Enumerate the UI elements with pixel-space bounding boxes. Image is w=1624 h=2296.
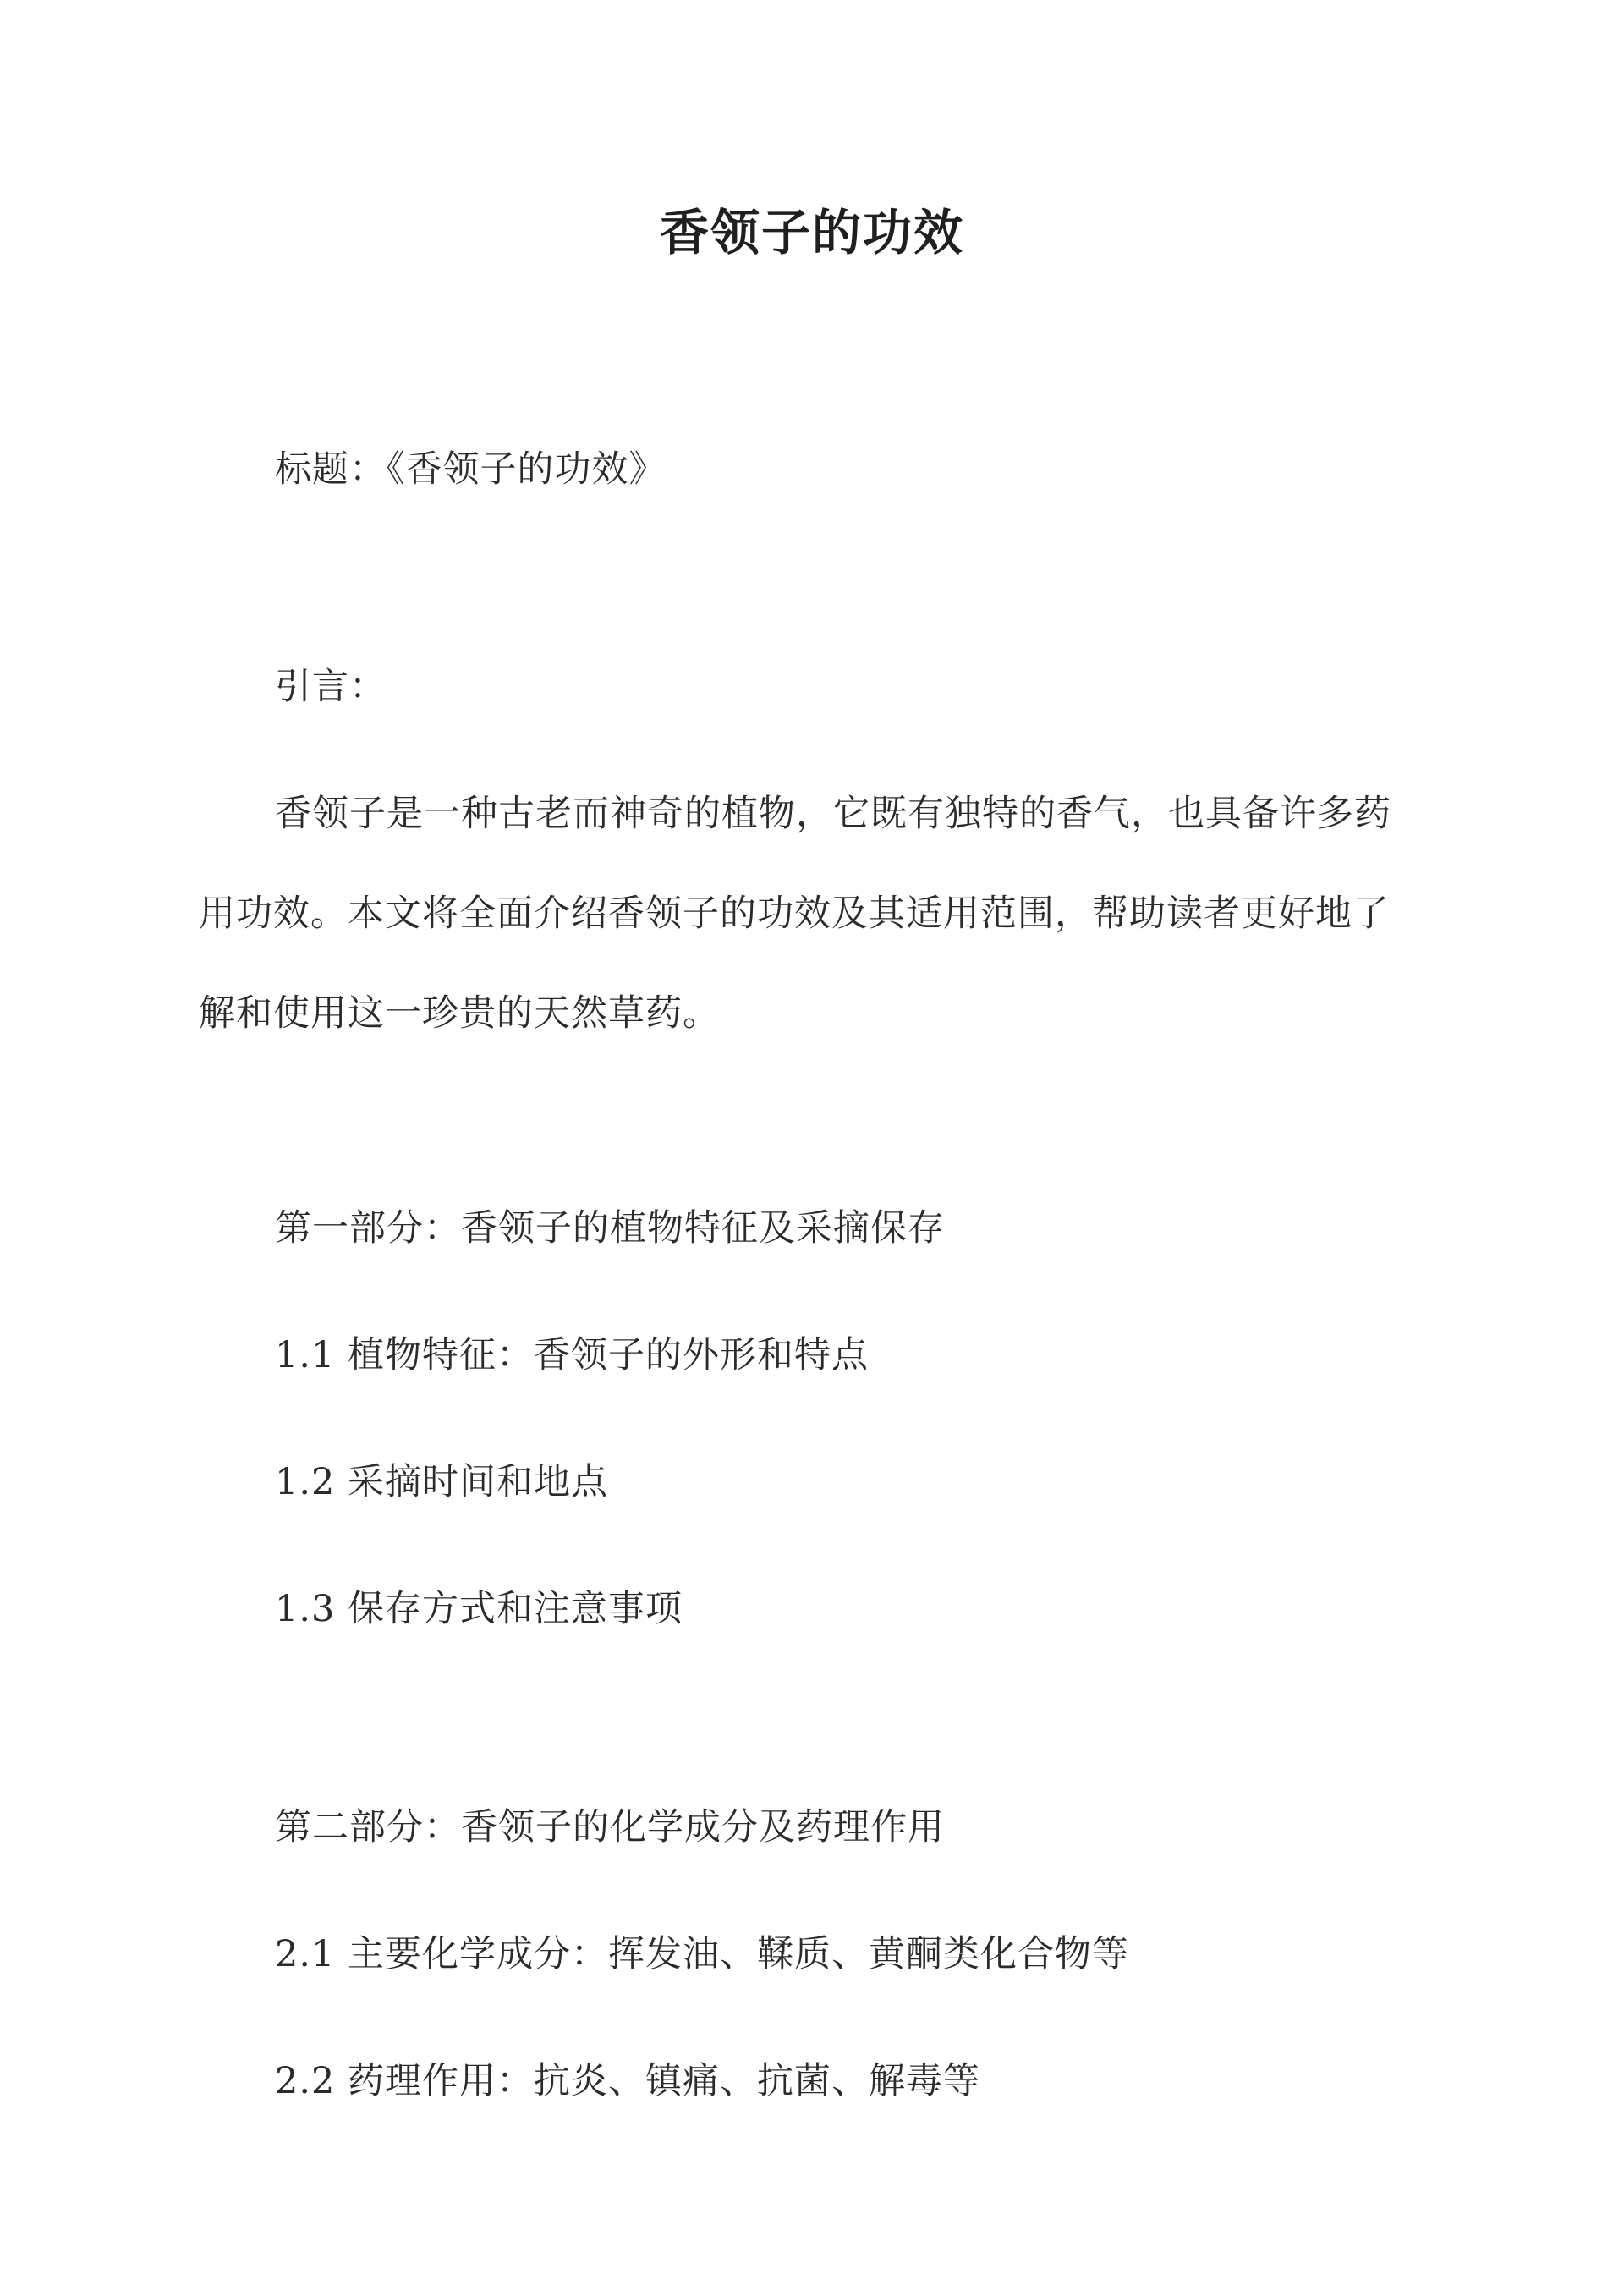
part2-item-1: 2.1 主要化学成分：挥发油、鞣质、黄酮类化合物等 bbox=[275, 1933, 1130, 1975]
intro-heading: 引言： bbox=[275, 666, 387, 708]
document-title: 香领子的功效 bbox=[659, 204, 964, 261]
intro-paragraph-line-1: 香领子是一种古老而神奇的植物，它既有独特的香气，也具备许多药 bbox=[275, 793, 1391, 835]
part1-item-1: 1.1 植物特征：香领子的外形和特点 bbox=[275, 1334, 870, 1376]
part2-heading: 第二部分：香领子的化学成分及药理作用 bbox=[275, 1806, 945, 1848]
intro-paragraph-line-2: 用功效。本文将全面介绍香领子的功效及其适用范围，帮助读者更好地了 bbox=[199, 893, 1390, 935]
part1-heading: 第一部分：香领子的植物特征及采摘保存 bbox=[275, 1207, 945, 1250]
part1-item-3: 1.3 保存方式和注意事项 bbox=[275, 1588, 683, 1630]
intro-paragraph-line-3: 解和使用这一珍贵的天然草药。 bbox=[199, 992, 720, 1035]
part2-item-2: 2.2 药理作用：抗炎、镇痛、抗菌、解毒等 bbox=[275, 2060, 981, 2102]
subtitle-line: 标题：《香领子的功效》 bbox=[275, 448, 667, 491]
part1-item-2: 1.2 采摘时间和地点 bbox=[275, 1461, 609, 1503]
